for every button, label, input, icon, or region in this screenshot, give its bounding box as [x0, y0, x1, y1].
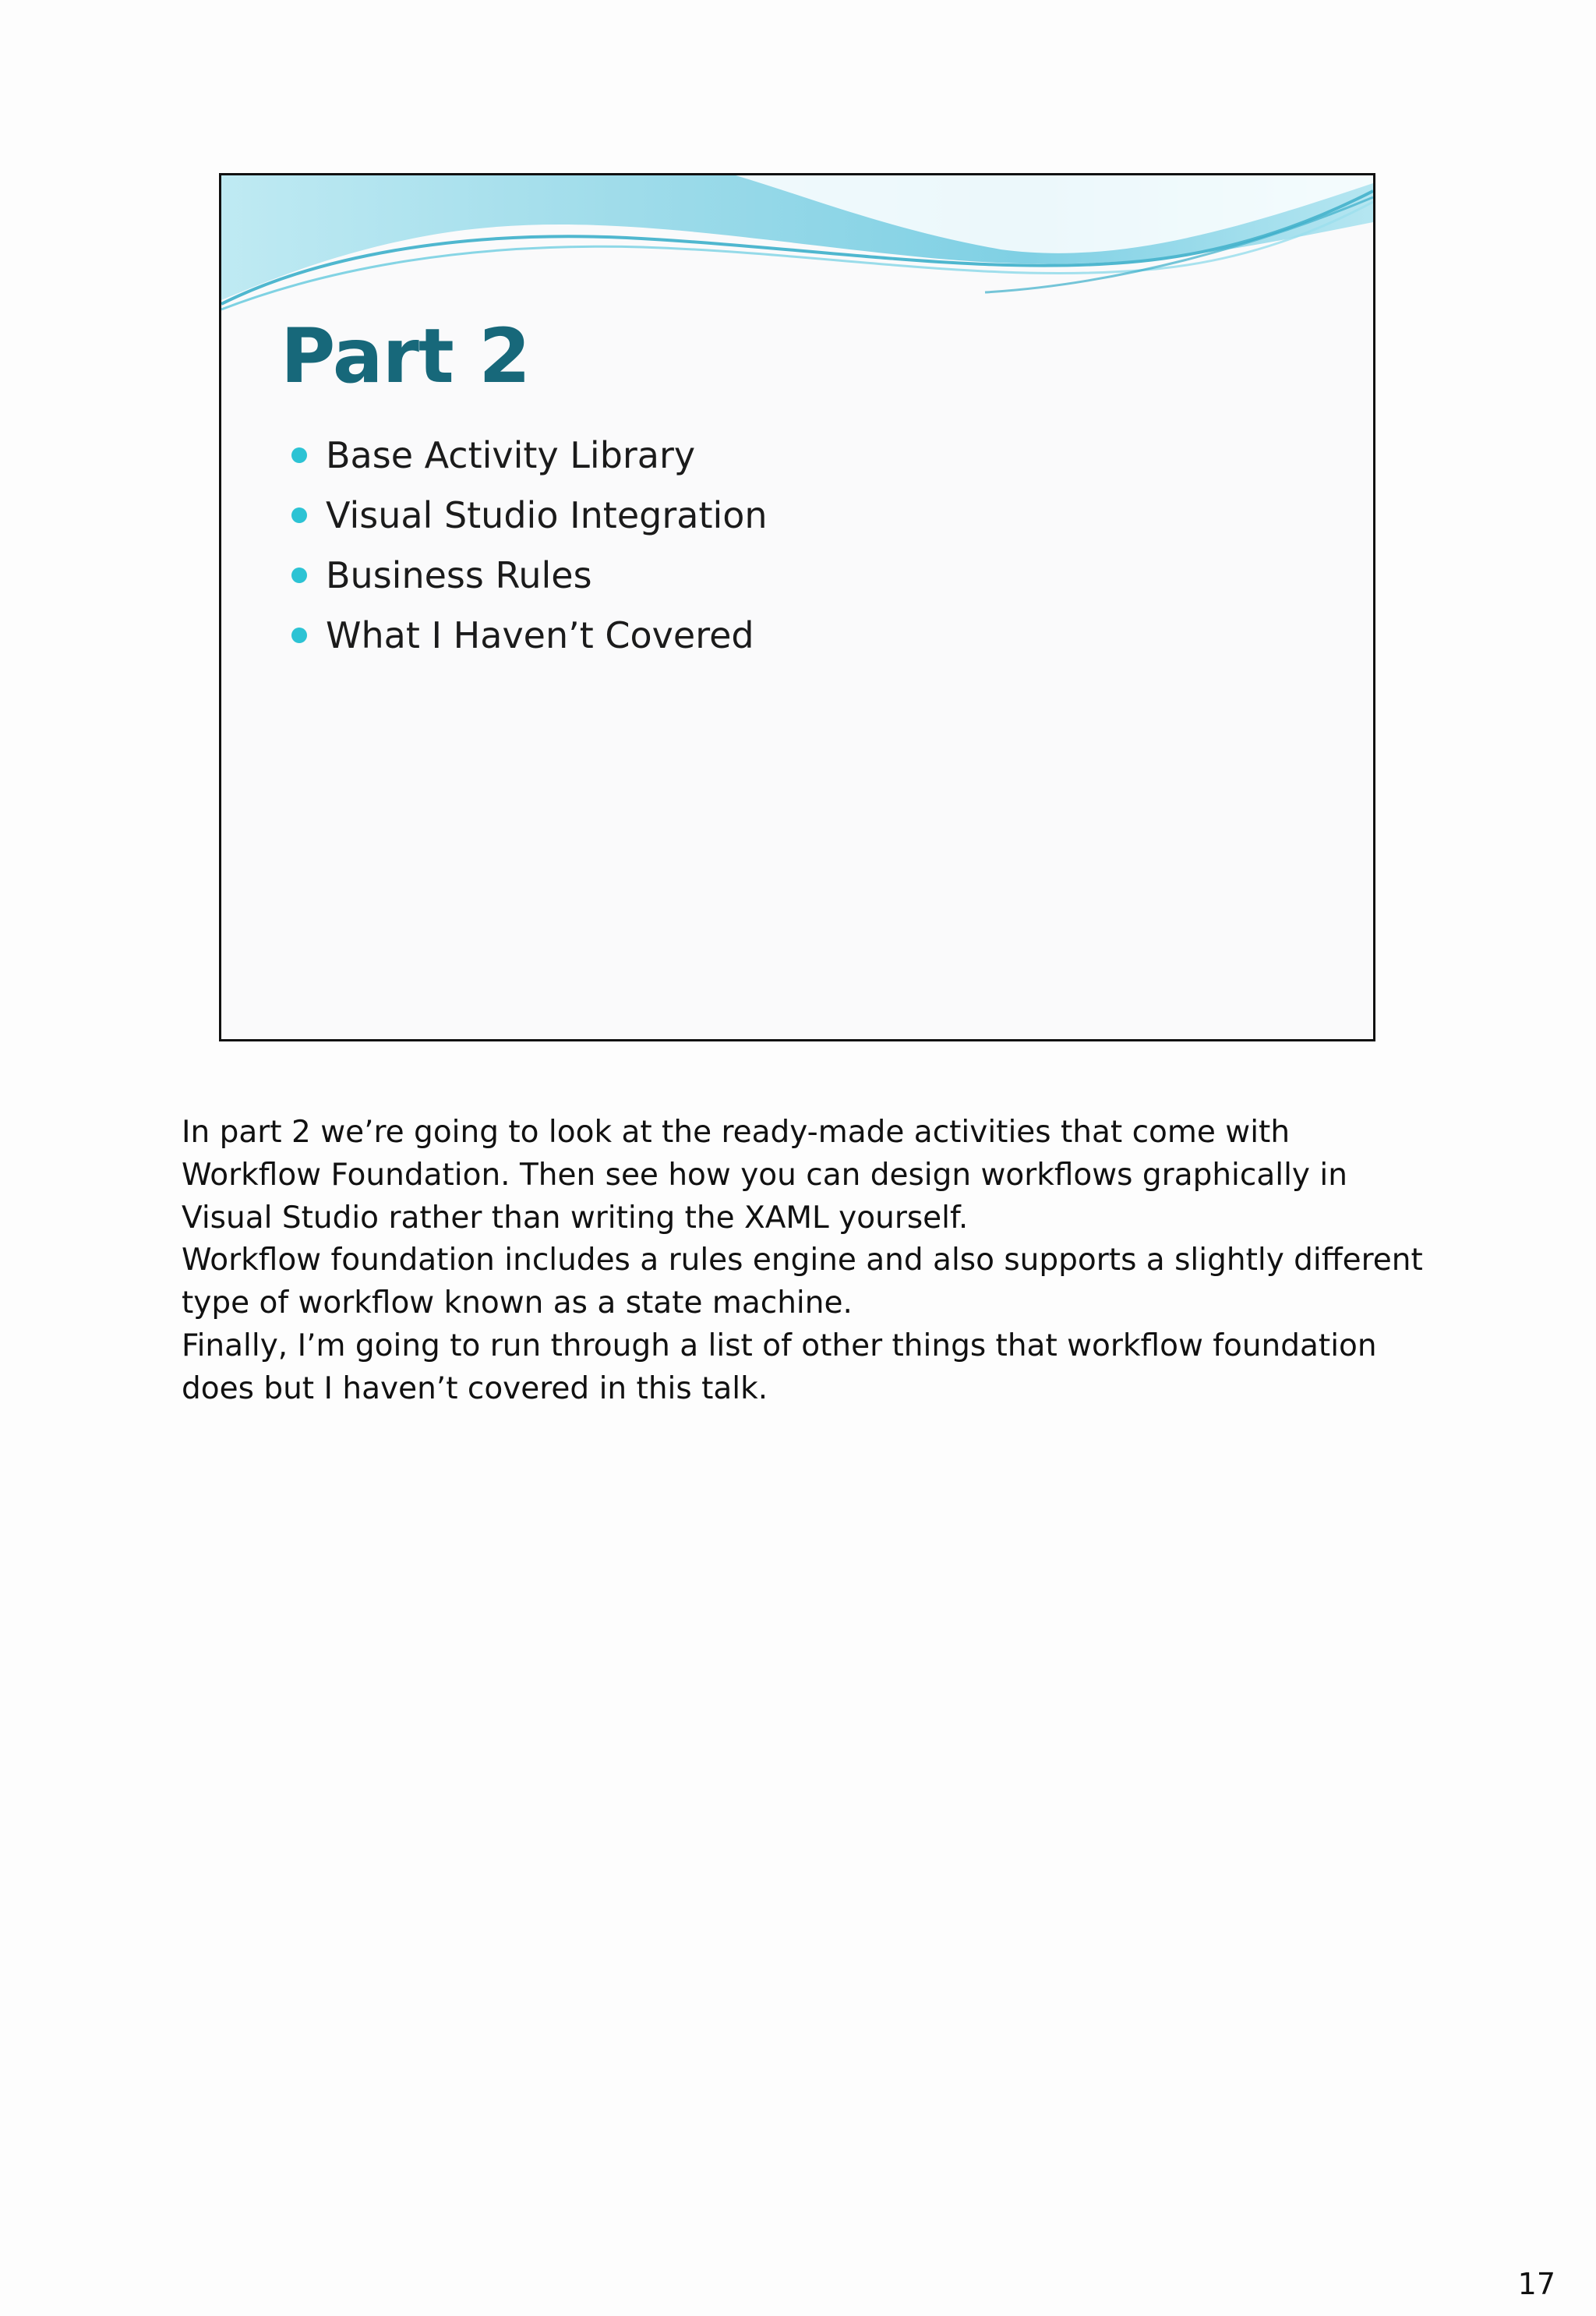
bullet-item: [291, 545, 768, 605]
wave-decoration: [221, 175, 1373, 331]
bullet-dot-icon: [291, 568, 307, 583]
bullet-dot-icon: [291, 447, 307, 463]
bullet-item: [291, 485, 768, 545]
notes-paragraph: Workflow foundation includes a rules engine and also supports a slightly different type of workflow known as a state machine.: [182, 1243, 1423, 1321]
bullet-dot-icon: [291, 507, 307, 523]
bullet-item: [291, 605, 768, 665]
bullet-text: Visual Studio Integration: [326, 493, 768, 536]
notes-paragraph: Finally, I’m going to run through a list of other things that workflow foundation does but I haven’t covered in this talk.: [182, 1328, 1377, 1406]
slide-thumbnail: [219, 173, 1375, 1041]
bullet-text: Business Rules: [326, 553, 592, 596]
slide-title: Part 2: [281, 313, 531, 400]
bullet-text: Base Activity Library: [326, 433, 696, 476]
page-number: 17: [1517, 2267, 1555, 2301]
bullet-text: What I Haven’t Covered: [326, 613, 754, 656]
bullet-item: [291, 425, 768, 485]
bullet-dot-icon: [291, 628, 307, 643]
bullet-list: [291, 425, 768, 665]
notes-paragraph: In part 2 we’re going to look at the ready-made activities that come with Workflow Foundation. Then see how you can design workflows graphically in Visual Studio rather than writing the XAML yourself.: [182, 1115, 1347, 1236]
speaker-notes: [182, 1112, 1428, 1411]
